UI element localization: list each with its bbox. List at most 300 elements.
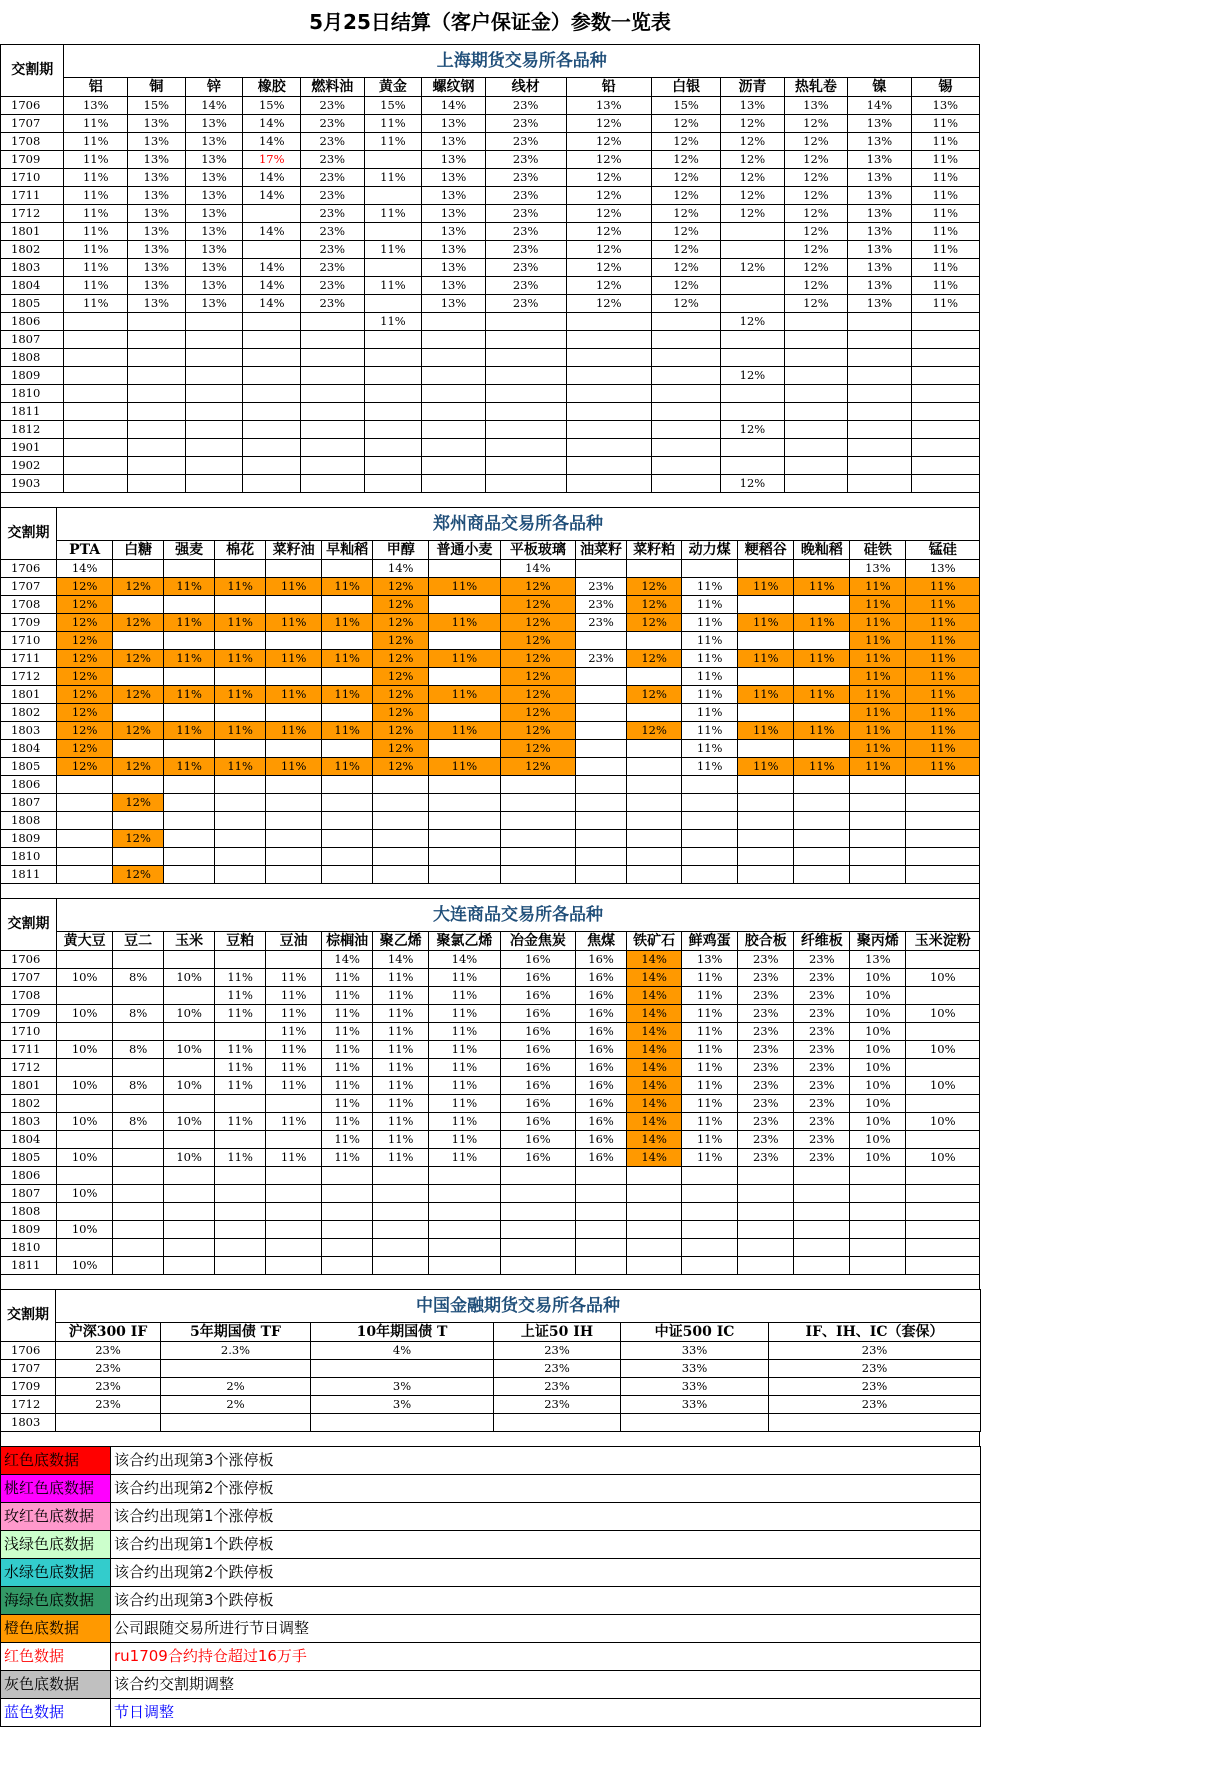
margin-cell — [566, 475, 651, 493]
margin-cell: 12% — [651, 277, 720, 295]
margin-cell — [57, 776, 113, 794]
margin-cell: 11% — [322, 987, 373, 1005]
period-cell: 1709 — [1, 1005, 57, 1023]
margin-cell — [364, 331, 422, 349]
margin-cell: 12% — [784, 223, 847, 241]
margin-cell — [721, 349, 784, 367]
legend-description: 公司跟随交易所进行节日调整 — [111, 1615, 981, 1643]
margin-cell: 16% — [576, 1095, 627, 1113]
period-cell: 1710 — [1, 169, 64, 187]
margin-cell — [113, 1131, 164, 1149]
margin-cell — [485, 313, 566, 331]
margin-cell — [322, 740, 373, 758]
margin-cell: 23% — [794, 1023, 850, 1041]
margin-cell: 13% — [127, 187, 185, 205]
margin-cell — [651, 313, 720, 331]
margin-cell: 11% — [322, 722, 373, 740]
margin-cell: 23% — [485, 151, 566, 169]
margin-cell — [422, 403, 485, 421]
margin-cell — [500, 1221, 575, 1239]
margin-cell — [627, 812, 682, 830]
margin-cell — [485, 367, 566, 385]
margin-cell: 8% — [113, 1077, 164, 1095]
margin-cell: 23% — [485, 187, 566, 205]
margin-cell — [500, 1239, 575, 1257]
margin-cell: 12% — [651, 151, 720, 169]
column-header: 锌 — [185, 78, 243, 97]
margin-cell: 11% — [266, 758, 322, 776]
margin-cell — [243, 475, 301, 493]
margin-cell: 11% — [794, 650, 850, 668]
margin-cell — [113, 560, 164, 578]
margin-cell: 13% — [185, 295, 243, 313]
margin-cell: 12% — [57, 578, 113, 596]
margin-cell: 10% — [906, 1149, 980, 1167]
table-row — [1, 259, 980, 277]
margin-cell — [627, 830, 682, 848]
margin-cell: 11% — [322, 1005, 373, 1023]
margin-cell — [266, 1203, 322, 1221]
margin-cell: 11% — [906, 704, 980, 722]
column-header: 平板玻璃 — [500, 541, 575, 560]
margin-cell: 12% — [500, 596, 575, 614]
margin-cell: 12% — [500, 740, 575, 758]
margin-cell — [127, 475, 185, 493]
margin-cell — [215, 794, 266, 812]
margin-cell: 14% — [373, 560, 429, 578]
margin-cell — [301, 349, 364, 367]
margin-cell: 11% — [64, 133, 127, 151]
margin-cell — [113, 704, 164, 722]
margin-cell — [266, 1257, 322, 1275]
margin-cell — [113, 1059, 164, 1077]
margin-cell — [301, 475, 364, 493]
period-cell: 1806 — [1, 313, 64, 331]
margin-cell: 13% — [682, 951, 738, 969]
margin-cell: 16% — [500, 1095, 575, 1113]
column-header: 10年期国债 T — [311, 1323, 494, 1342]
margin-cell: 12% — [721, 367, 784, 385]
margin-cell: 10% — [850, 1005, 906, 1023]
margin-cell — [784, 313, 847, 331]
margin-cell — [215, 1023, 266, 1041]
margin-cell — [266, 1221, 322, 1239]
margin-cell — [500, 1203, 575, 1221]
margin-cell: 23% — [794, 1041, 850, 1059]
margin-cell: 23% — [794, 1005, 850, 1023]
column-header: 沪深300 IF — [56, 1323, 161, 1342]
period-cell: 1803 — [1, 722, 57, 740]
margin-cell — [185, 349, 243, 367]
margin-cell: 13% — [422, 151, 485, 169]
margin-cell: 13% — [185, 205, 243, 223]
margin-cell — [215, 560, 266, 578]
margin-cell — [850, 830, 906, 848]
margin-cell: 10% — [57, 969, 113, 987]
margin-cell: 12% — [651, 169, 720, 187]
margin-cell: 11% — [794, 614, 850, 632]
margin-cell — [364, 457, 422, 475]
margin-cell: 10% — [57, 1077, 113, 1095]
margin-cell: 11% — [850, 632, 906, 650]
margin-cell — [794, 632, 850, 650]
margin-cell — [911, 367, 979, 385]
margin-cell: 16% — [500, 987, 575, 1005]
margin-cell: 14% — [185, 97, 243, 115]
margin-cell — [576, 758, 627, 776]
margin-cell: 23% — [485, 97, 566, 115]
table-row — [1, 614, 980, 632]
margin-cell: 14% — [422, 97, 485, 115]
margin-cell: 11% — [682, 722, 738, 740]
margin-cell — [161, 1360, 311, 1378]
margin-cell — [682, 812, 738, 830]
margin-cell: 23% — [769, 1396, 981, 1414]
margin-cell — [651, 439, 720, 457]
period-cell: 1801 — [1, 686, 57, 704]
margin-cell — [566, 421, 651, 439]
margin-cell — [738, 1257, 794, 1275]
margin-cell: 16% — [576, 1005, 627, 1023]
exchange-title: 大连商品交易所各品种 — [57, 899, 980, 932]
margin-cell — [850, 1239, 906, 1257]
margin-cell — [373, 848, 429, 866]
margin-cell: 12% — [566, 133, 651, 151]
margin-cell — [364, 259, 422, 277]
margin-cell: 10% — [164, 1005, 215, 1023]
margin-cell: 8% — [113, 969, 164, 987]
margin-cell — [906, 1203, 980, 1221]
margin-cell: 11% — [911, 115, 979, 133]
margin-cell — [911, 475, 979, 493]
margin-cell — [485, 457, 566, 475]
margin-cell — [215, 1257, 266, 1275]
margin-cell: 12% — [651, 205, 720, 223]
margin-cell — [364, 421, 422, 439]
period-cell: 1802 — [1, 704, 57, 722]
margin-cell: 23% — [56, 1360, 161, 1378]
margin-cell: 13% — [848, 151, 911, 169]
margin-cell: 23% — [738, 951, 794, 969]
column-header: 豆粕 — [215, 932, 266, 951]
margin-cell: 23% — [576, 578, 627, 596]
table-row — [1, 475, 980, 493]
column-header: IF、IH、IC（套保） — [769, 1323, 981, 1342]
margin-cell: 11% — [164, 686, 215, 704]
margin-cell: 23% — [485, 277, 566, 295]
margin-cell: 14% — [627, 1059, 682, 1077]
margin-cell — [429, 740, 500, 758]
margin-cell: 12% — [566, 205, 651, 223]
margin-cell: 13% — [422, 187, 485, 205]
margin-cell: 12% — [566, 187, 651, 205]
margin-cell: 12% — [721, 475, 784, 493]
margin-cell: 16% — [500, 1059, 575, 1077]
legend-description: ru1709合约持仓超过16万手 — [111, 1643, 981, 1671]
margin-cell — [794, 560, 850, 578]
margin-cell — [784, 367, 847, 385]
margin-cell: 13% — [850, 951, 906, 969]
margin-cell: 13% — [127, 169, 185, 187]
margin-cell: 12% — [500, 668, 575, 686]
legend-label: 玫红色底数据 — [1, 1503, 111, 1531]
legend-description: 节日调整 — [111, 1699, 981, 1727]
period-cell: 1803 — [1, 1414, 56, 1432]
period-cell: 1805 — [1, 295, 64, 313]
margin-cell: 11% — [215, 1005, 266, 1023]
margin-cell: 16% — [576, 1041, 627, 1059]
margin-cell: 14% — [627, 951, 682, 969]
margin-cell: 11% — [266, 614, 322, 632]
margin-cell: 11% — [266, 1077, 322, 1095]
margin-cell: 13% — [64, 97, 127, 115]
margin-cell — [113, 951, 164, 969]
margin-cell: 16% — [500, 1131, 575, 1149]
margin-cell: 12% — [784, 187, 847, 205]
margin-cell — [794, 866, 850, 884]
margin-cell: 11% — [266, 578, 322, 596]
table-row — [1, 1095, 980, 1113]
margin-cell — [500, 794, 575, 812]
margin-cell — [429, 1221, 500, 1239]
margin-cell — [485, 403, 566, 421]
margin-cell — [738, 596, 794, 614]
page-title: 5月25日结算（客户保证金）参数一览表 — [309, 10, 671, 34]
margin-cell — [243, 367, 301, 385]
column-header: 晚籼稻 — [794, 541, 850, 560]
column-header: 聚乙烯 — [373, 932, 429, 951]
margin-cell: 11% — [794, 722, 850, 740]
margin-cell — [794, 1239, 850, 1257]
margin-cell — [164, 560, 215, 578]
column-header: 豆二 — [113, 932, 164, 951]
margin-cell — [651, 385, 720, 403]
margin-cell — [164, 812, 215, 830]
margin-cell: 11% — [682, 987, 738, 1005]
margin-cell — [627, 668, 682, 686]
margin-cell — [784, 475, 847, 493]
period-cell: 1712 — [1, 668, 57, 686]
column-header: 白银 — [651, 78, 720, 97]
margin-cell: 11% — [850, 686, 906, 704]
margin-cell: 12% — [721, 133, 784, 151]
margin-cell: 13% — [127, 259, 185, 277]
margin-cell — [738, 1239, 794, 1257]
margin-cell: 12% — [500, 614, 575, 632]
margin-cell: 11% — [215, 758, 266, 776]
margin-cell — [64, 385, 127, 403]
period-cell: 1810 — [1, 385, 64, 403]
column-header: 镍 — [848, 78, 911, 97]
margin-cell — [429, 866, 500, 884]
margin-cell — [794, 776, 850, 794]
margin-cell — [738, 632, 794, 650]
period-cell: 1708 — [1, 596, 57, 614]
margin-cell: 11% — [164, 650, 215, 668]
margin-cell: 23% — [738, 1149, 794, 1167]
margin-cell: 12% — [373, 632, 429, 650]
margin-cell — [364, 151, 422, 169]
margin-cell — [215, 1239, 266, 1257]
margin-cell — [164, 1203, 215, 1221]
margin-cell: 12% — [721, 115, 784, 133]
margin-cell — [373, 794, 429, 812]
margin-cell — [322, 1221, 373, 1239]
table-row — [1, 650, 980, 668]
margin-cell — [266, 1167, 322, 1185]
margin-cell — [266, 668, 322, 686]
table-row — [1, 776, 980, 794]
margin-cell: 11% — [850, 740, 906, 758]
margin-cell — [429, 668, 500, 686]
table-row — [1, 987, 980, 1005]
margin-cell: 16% — [576, 1149, 627, 1167]
margin-cell — [721, 439, 784, 457]
margin-cell — [57, 1131, 113, 1149]
column-header: 菜籽油 — [266, 541, 322, 560]
margin-cell — [266, 830, 322, 848]
margin-cell — [682, 560, 738, 578]
table-row — [1, 151, 980, 169]
margin-cell: 23% — [794, 969, 850, 987]
table-row — [1, 632, 980, 650]
margin-cell: 12% — [566, 295, 651, 313]
margin-cell — [850, 848, 906, 866]
margin-cell — [429, 632, 500, 650]
margin-cell — [113, 740, 164, 758]
margin-cell: 12% — [113, 614, 164, 632]
margin-cell: 11% — [738, 614, 794, 632]
margin-cell — [485, 439, 566, 457]
margin-cell: 11% — [164, 722, 215, 740]
margin-cell: 12% — [721, 187, 784, 205]
margin-cell: 11% — [322, 1095, 373, 1113]
margin-cell: 23% — [794, 951, 850, 969]
margin-cell: 10% — [850, 1113, 906, 1131]
margin-cell: 23% — [794, 1077, 850, 1095]
margin-cell: 11% — [64, 205, 127, 223]
period-cell: 1708 — [1, 987, 57, 1005]
table-row — [1, 1041, 980, 1059]
column-header: 聚氯乙烯 — [429, 932, 500, 951]
margin-cell: 10% — [57, 1257, 113, 1275]
margin-cell: 11% — [850, 758, 906, 776]
period-cell: 1801 — [1, 223, 64, 241]
margin-cell — [682, 794, 738, 812]
margin-cell: 11% — [373, 1005, 429, 1023]
margin-cell — [164, 1221, 215, 1239]
margin-cell — [215, 740, 266, 758]
margin-cell: 13% — [422, 205, 485, 223]
margin-cell — [621, 1414, 769, 1432]
margin-cell: 12% — [651, 241, 720, 259]
table-row — [1, 1396, 981, 1414]
legend-description: 该合约出现第3个跌停板 — [111, 1587, 981, 1615]
margin-cell — [64, 349, 127, 367]
period-cell: 1804 — [1, 740, 57, 758]
period-cell: 1803 — [1, 259, 64, 277]
margin-cell — [911, 403, 979, 421]
margin-cell — [322, 596, 373, 614]
column-header: 普通小麦 — [429, 541, 500, 560]
period-cell: 1706 — [1, 97, 64, 115]
margin-cell — [651, 367, 720, 385]
margin-cell: 10% — [906, 969, 980, 987]
table-row — [1, 1113, 980, 1131]
column-header: 螺纹钢 — [422, 78, 485, 97]
period-cell: 1707 — [1, 1360, 56, 1378]
legend-description: 该合约出现第1个涨停板 — [111, 1503, 981, 1531]
margin-cell — [738, 1185, 794, 1203]
margin-cell — [113, 1257, 164, 1275]
margin-cell: 13% — [850, 560, 906, 578]
margin-cell — [566, 457, 651, 475]
exchange-table-1 — [0, 507, 980, 884]
column-header: 胶合板 — [738, 932, 794, 951]
margin-cell — [682, 1257, 738, 1275]
margin-cell: 12% — [373, 758, 429, 776]
table-row — [1, 740, 980, 758]
margin-cell: 11% — [215, 1077, 266, 1095]
margin-cell — [322, 1185, 373, 1203]
margin-cell — [161, 1414, 311, 1432]
legend-description: 该合约出现第2个涨停板 — [111, 1475, 981, 1503]
table-row — [1, 439, 980, 457]
period-cell: 1708 — [1, 133, 64, 151]
margin-cell: 12% — [721, 169, 784, 187]
table-row — [1, 794, 980, 812]
margin-cell — [422, 313, 485, 331]
legend-row — [1, 1503, 981, 1531]
column-header: 早籼稻 — [322, 541, 373, 560]
period-cell: 1807 — [1, 331, 64, 349]
margin-cell — [848, 457, 911, 475]
margin-cell — [566, 349, 651, 367]
margin-cell — [721, 457, 784, 475]
margin-cell — [794, 668, 850, 686]
margin-cell — [56, 1414, 161, 1432]
margin-cell: 10% — [164, 1077, 215, 1095]
margin-cell: 13% — [848, 295, 911, 313]
margin-cell — [784, 439, 847, 457]
margin-cell — [215, 776, 266, 794]
margin-cell: 12% — [784, 205, 847, 223]
margin-cell: 11% — [429, 1077, 500, 1095]
period-cell: 1806 — [1, 776, 57, 794]
margin-cell: 23% — [769, 1342, 981, 1360]
margin-cell: 11% — [215, 1059, 266, 1077]
margin-cell: 10% — [57, 1113, 113, 1131]
margin-cell — [794, 1185, 850, 1203]
exchange-table-2 — [0, 898, 980, 1275]
margin-cell: 15% — [243, 97, 301, 115]
margin-cell: 15% — [364, 97, 422, 115]
margin-cell — [127, 385, 185, 403]
margin-cell — [164, 1059, 215, 1077]
table-row — [1, 385, 980, 403]
margin-cell — [911, 439, 979, 457]
margin-cell — [113, 1149, 164, 1167]
margin-cell — [485, 421, 566, 439]
margin-cell: 16% — [500, 1005, 575, 1023]
margin-cell — [911, 331, 979, 349]
margin-cell: 11% — [364, 313, 422, 331]
margin-cell: 10% — [57, 1221, 113, 1239]
margin-cell — [127, 421, 185, 439]
margin-cell: 13% — [906, 560, 980, 578]
margin-cell — [848, 331, 911, 349]
margin-cell: 12% — [500, 650, 575, 668]
